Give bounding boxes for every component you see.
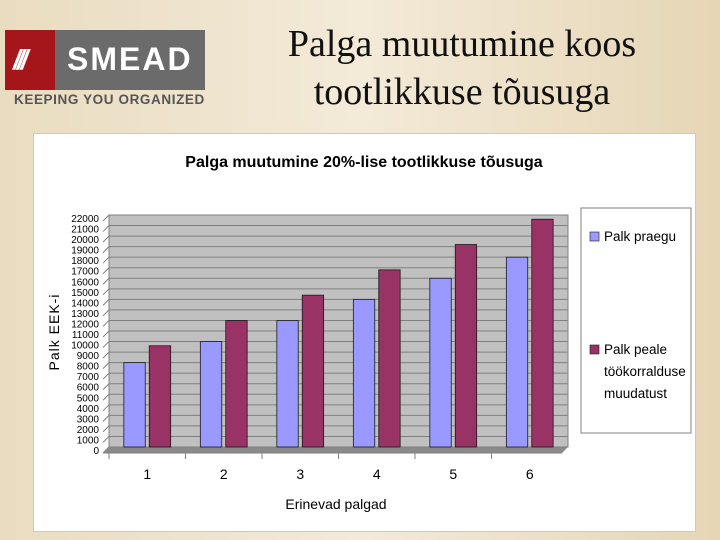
y-tick-label: 8000 xyxy=(76,361,99,373)
legend-label-s2: Palk peale töökorralduse muudatust xyxy=(604,342,686,401)
y-tick-label: 1000 xyxy=(76,435,99,447)
y-tick-label: 6000 xyxy=(76,382,99,394)
bar-chart xyxy=(34,134,695,531)
slide-title-line1: Palga muutumine koos xyxy=(287,23,637,65)
x-tick-label: 2 xyxy=(219,466,228,482)
bar-s2-5 xyxy=(455,245,476,447)
bar-s1-3 xyxy=(277,320,298,447)
grid-line-side xyxy=(103,247,109,253)
slide-title xyxy=(232,20,692,116)
grid-line-side xyxy=(103,215,109,221)
x-tick-label: 5 xyxy=(449,466,458,482)
grid-line-side xyxy=(103,320,109,326)
grid-line-side xyxy=(103,226,109,232)
y-tick-label: 4000 xyxy=(76,403,99,415)
bar-s1-1 xyxy=(124,363,145,447)
slide-title-line2: tootlikkuse tõusuga xyxy=(313,71,611,113)
chart-title: Palga muutumine 20%-lise tootlikkuse tõusuga xyxy=(185,154,543,171)
grid-line-side xyxy=(103,299,109,305)
y-tick-label: 18000 xyxy=(71,256,99,268)
bar-s2-4 xyxy=(379,270,400,447)
y-tick-label: 16000 xyxy=(71,277,99,289)
y-tick-label: 12000 xyxy=(71,319,99,331)
y-tick-label: 11000 xyxy=(71,330,99,341)
y-tick-label: 2000 xyxy=(76,424,99,436)
y-tick-label: 15000 xyxy=(71,287,99,299)
y-tick-label: 0 xyxy=(93,446,99,457)
grid-line-side xyxy=(103,278,109,284)
grid-line-side xyxy=(103,289,109,295)
y-tick-label: 21000 xyxy=(71,224,99,236)
grid-line-side xyxy=(103,384,109,390)
grid-line-side xyxy=(103,352,109,358)
smead-logo xyxy=(5,30,205,90)
legend xyxy=(581,208,691,433)
y-tick-label: 17000 xyxy=(71,266,99,278)
bar-s1-5 xyxy=(430,278,451,447)
legend-label-s1: Palk praegu xyxy=(604,229,677,244)
y-tick-label: 13000 xyxy=(71,308,99,320)
bar-s2-1 xyxy=(149,346,170,447)
legend-swatch-s1 xyxy=(590,232,599,241)
bar-s2-6 xyxy=(532,219,553,447)
bar-s1-4 xyxy=(353,299,374,447)
y-tick-label: 20000 xyxy=(71,235,99,247)
grid-line-side xyxy=(103,257,109,263)
x-axis-label: Erinevad palgad xyxy=(285,496,387,512)
logo-tagline: KEEPING YOU ORGANIZED xyxy=(14,92,205,107)
x-tick-label: 4 xyxy=(372,466,381,482)
grid-line-side xyxy=(103,373,109,379)
plot-floor xyxy=(103,447,568,453)
x-tick-label: 6 xyxy=(525,466,534,482)
grid-line-side xyxy=(103,268,109,274)
bar-s2-2 xyxy=(226,320,247,447)
grid-line-side xyxy=(103,405,109,411)
bar-s1-6 xyxy=(506,257,527,447)
legend-swatch-s2 xyxy=(590,345,599,354)
y-tick-label: 14000 xyxy=(71,298,99,310)
x-tick-label: 3 xyxy=(296,466,305,482)
chart-panel xyxy=(33,133,696,532)
y-tick-label: 3000 xyxy=(76,414,99,426)
bar-s2-3 xyxy=(302,295,323,447)
grid-line-side xyxy=(103,342,109,348)
grid-line-side xyxy=(103,394,109,400)
logo-brand: SMEAD xyxy=(67,41,193,77)
grid-line-side xyxy=(103,436,109,442)
grid-line-side xyxy=(103,310,109,316)
y-tick-label: 10000 xyxy=(71,340,99,352)
y-tick-label: 19000 xyxy=(71,245,99,257)
grid-line-side xyxy=(103,331,109,337)
grid-line-side xyxy=(103,363,109,369)
y-tick-label: 9000 xyxy=(76,351,99,363)
y-tick-label: 22000 xyxy=(71,214,99,225)
logo-mark: /// xyxy=(13,44,25,75)
y-tick-label: 7000 xyxy=(76,372,99,384)
bar-s1-2 xyxy=(200,342,221,447)
grid-line-side xyxy=(103,415,109,421)
grid-line-side xyxy=(103,236,109,242)
y-tick-label: 5000 xyxy=(76,393,99,405)
grid-line-side xyxy=(103,426,109,432)
y-axis-label: Palk EEK-i xyxy=(46,293,62,371)
x-tick-label: 1 xyxy=(143,466,152,482)
